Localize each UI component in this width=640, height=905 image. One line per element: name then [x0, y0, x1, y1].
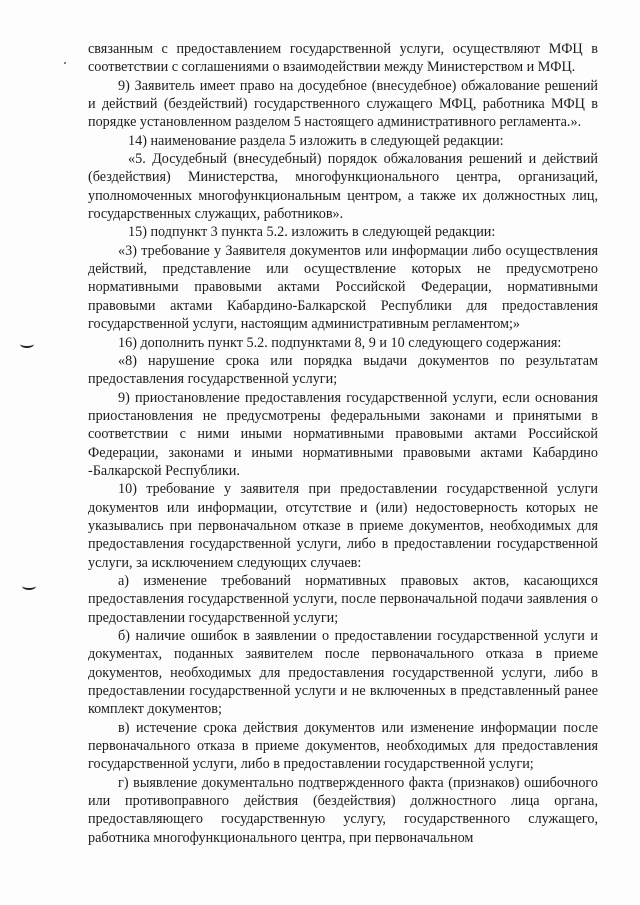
- paragraph: 15) подпункт 3 пункта 5.2. изложить в следующей редакции:: [128, 224, 496, 241]
- paragraph: 9) Заявитель имеет право на досудебное (внесудебное) обжалование решений и действий (бездействий) государственного служащего МФЦ, работника МФЦ в порядке установленном разделом 5 настоящего административного регламента.».: [88, 77, 598, 131]
- paragraph: «5. Досудебный (внесудебный) порядок обжалования решений и действий (бездействия) Министерства, многофункционального центра, организаций, уполномоченных многофункциональным центром, а также их должностных лиц, государственных служащих, работников».: [88, 151, 598, 223]
- scan-speck: [64, 62, 66, 64]
- paragraph: б) наличие ошибок в заявлении о предоставлении государственной услуги и документах, поданных заявителем после первоначального отказа в приеме документов, необходимых для предоставления государственной услуги, либо в предоставлении государственной услуги и не включенных в представленный ранее комплект документов;: [88, 628, 598, 718]
- paragraph: а) изменение требований нормативных правовых актов, касающихся предоставления государственной услуги, после первоначальной подачи заявления о предоставлении государственной услуги;: [88, 572, 598, 626]
- paragraph: 14) наименование раздела 5 изложить в следующей редакции:: [128, 132, 504, 149]
- document-body: [88, 40, 598, 847]
- paragraph: 9) приостановление предоставления государственной услуги, если основания приостановления не предусмотрены федеральными законами и принятыми в соответствии с ними иными нормативными правовыми актами Российской Федерации, законами и иными нормативными правовыми актами Кабардино -Балкарской Республики.: [88, 389, 598, 479]
- paragraph: в) истечение срока действия документов или изменение информации после первоначального отказа в приеме документов, необходимых для предоставления государственной услуги, либо в предоставлении государственной услуги;: [88, 719, 598, 773]
- paragraph: 16) дополнить пункт 5.2. подпунктами 8, 9 и 10 следующего содержания:: [118, 334, 562, 351]
- scan-mark-lower: [22, 582, 36, 590]
- paragraph: связанным с предоставлением государственной услуги, осуществляют МФЦ в соответствии с соглашениями о взаимодействии между Министерством и МФЦ.: [88, 41, 598, 76]
- paragraph: г) выявление документально подтвержденного факта (признаков) ошибочного или противоправного действия (бездействия) должностного лица органа, предоставляющего государственную услугу, государственного служащего, работника многофункционального центра, при первоначальном: [88, 774, 598, 846]
- paragraph: 10) требование у заявителя при предоставлении государственной услуги документов или информации, отсутствие и (или) недостоверность которых не указывались при первоначальном отказе в приеме документов, необходимых для предоставления государственной услуги, либо в предоставлении государственной услуги, за исключением следующих случаев:: [88, 481, 598, 571]
- scan-mark-upper: [20, 340, 34, 348]
- paragraph: «3) требование у Заявителя документов или информации либо осуществления действий, представление или осуществление которых не предусмотрено нормативными правовыми актами Российской Федерации, нормативными правовыми актами Кабардино-Балкарской Республики для предоставления государственной услуги, настоящим административным регламентом;»: [88, 242, 598, 333]
- paragraph: «8) нарушение срока или порядка выдачи документов по результатам предоставления государственной услуги;: [88, 352, 598, 388]
